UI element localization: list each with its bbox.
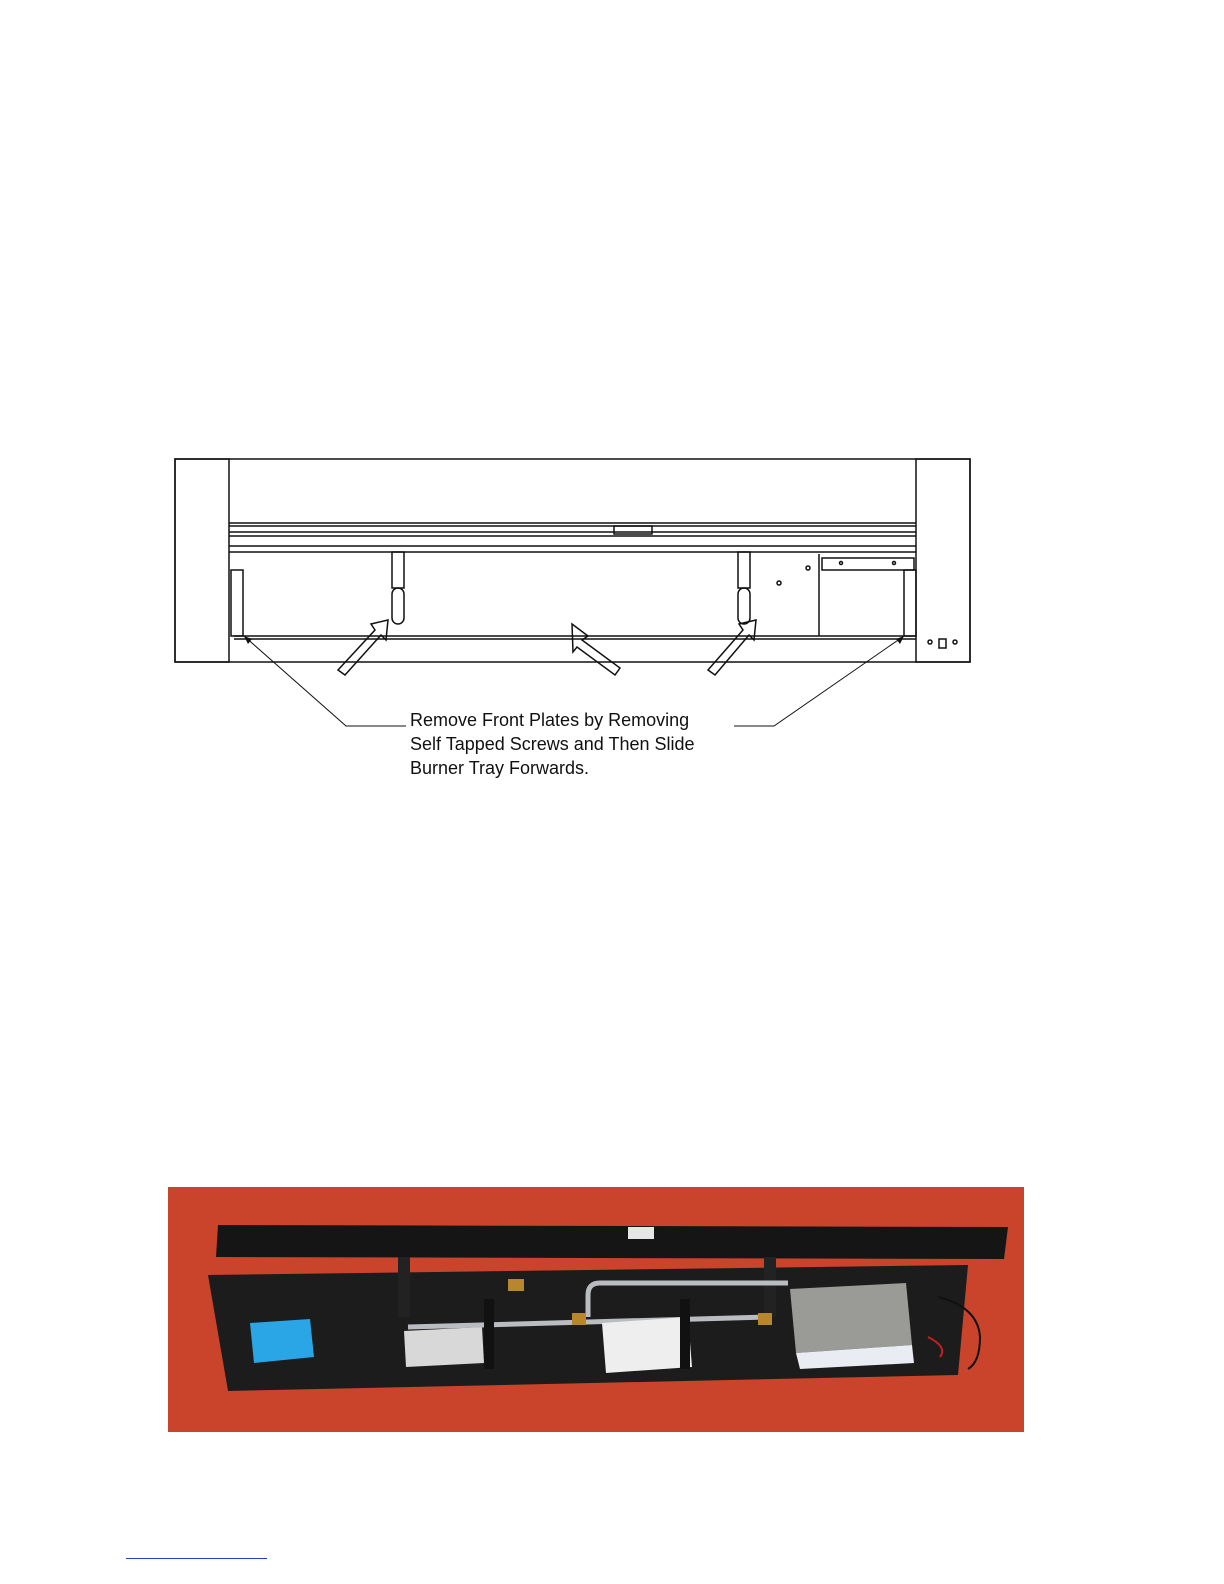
footnote-rule (126, 1558, 267, 1559)
caption-line-3: Burner Tray Forwards. (410, 758, 590, 778)
burner-tray-diagram (174, 458, 974, 780)
right-side-panel (916, 459, 970, 662)
left-side-panel (175, 459, 229, 662)
caption-line-1: Remove Front Plates by Removing (410, 710, 690, 730)
diagram-caption (410, 708, 695, 780)
arrow-3 (708, 620, 756, 675)
arrow-1 (338, 620, 388, 675)
caption-line-2: Self Tapped Screws and Then Slide (410, 734, 695, 754)
arrow-2 (572, 624, 620, 675)
burner-tray-photo (168, 1187, 1024, 1432)
photo-illustration (168, 1187, 1024, 1432)
